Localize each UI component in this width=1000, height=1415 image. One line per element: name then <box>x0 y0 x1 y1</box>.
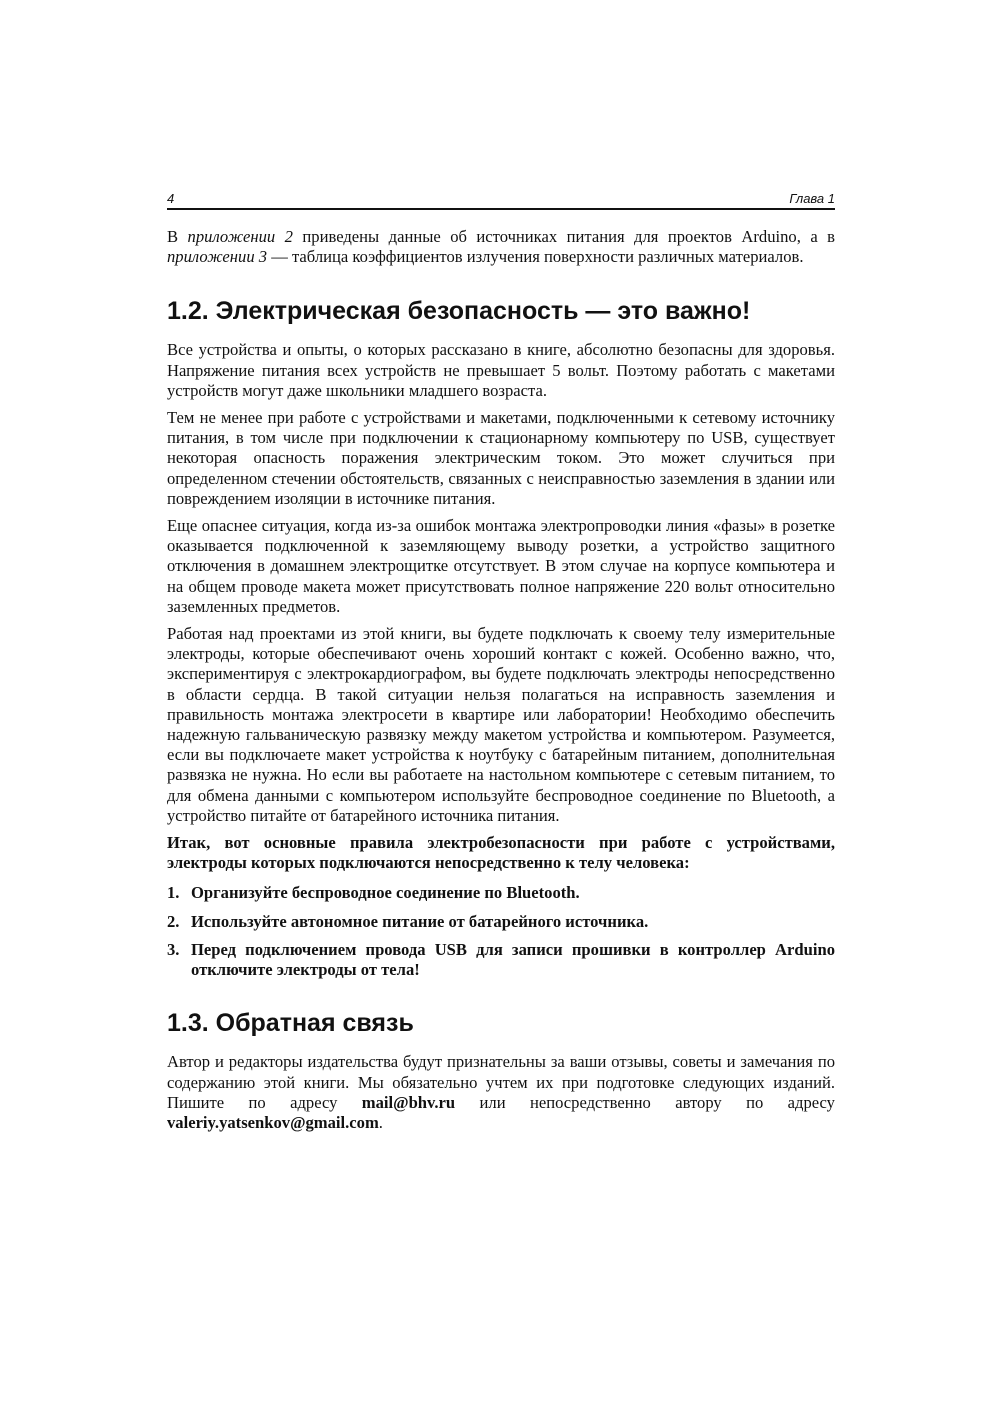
rules-intro: Итак, вот основные правила электробезопасности при работе с устройствами, электроды которых подключаются непосредственно к телу человека: <box>167 833 835 873</box>
section-heading-feedback: 1.3. Обратная связь <box>167 1009 414 1038</box>
list-item <box>167 940 835 980</box>
list-item-text: Организуйте беспроводное соединение по Bluetooth. <box>191 883 580 903</box>
list-item <box>167 883 835 903</box>
intro-text-1: В <box>167 227 188 246</box>
author-email: valeriy.yatsenkov@gmail.com <box>167 1112 379 1132</box>
running-head <box>167 188 835 210</box>
list-item-number: 2. <box>167 911 180 931</box>
safety-rules-list <box>167 883 835 980</box>
list-item-number: 3. <box>167 939 180 959</box>
appendix-3-reference: приложении 3 <box>167 247 268 267</box>
feedback-text-2: или непосредственно автору по адресу <box>455 1092 835 1112</box>
list-item-number: 1. <box>167 883 180 903</box>
publisher-email: mail@bhv.ru <box>361 1092 456 1112</box>
list-item-text: Перед подключением провода USB для записи прошивки в контроллер Arduino отключите электроды от тела! <box>191 939 835 980</box>
intro-paragraph <box>167 227 835 267</box>
book-page <box>167 188 835 1133</box>
page-number: 4 <box>167 191 175 206</box>
safety-paragraph-3: Еще опаснее ситуация, когда из-за ошибок монтажа электропроводки линия «фазы» в розетке оказывается подключенной к заземляющему выводу розетки, а устройство защитного отключения в домашнем электрощитке отсутствует. В этом случае на корпусе компьютера и на общем проводе макета может присутствовать полное напряжение 220 вольт относительно заземленных предметов. <box>167 516 835 616</box>
feedback-paragraph <box>167 1052 835 1133</box>
feedback-text-1: Автор и редакторы издательства будут признательны за ваши отзывы, советы и замечания по содержанию этой книги. Мы обязательно учтем их при подготовке следующих изданий. Пишите по адресу <box>167 1052 835 1112</box>
intro-text-2: приведены данные об источниках питания для проектов Arduino, а в <box>292 227 835 246</box>
safety-paragraph-1: Все устройства и опыты, о которых рассказано в книге, абсолютно безопасны для здоровья. Напряжение питания всех устройств не превышает 5 вольт. Поэтому работать с макетами устройств могут даже школьники младшего возраста. <box>167 340 835 400</box>
safety-paragraph-2: Тем не менее при работе с устройствами и макетами, подключенными к сетевому источнику питания, в том числе при подключении к стационарному компьютеру по USB, существует некоторая опасность поражения электрическим током. Это может случиться при определенном стечении обстоятельств, связанных с неисправностью заземления в здании или повреждением изоляции в источнике питания. <box>167 408 835 508</box>
section-heading-safety: 1.2. Электрическая безопасность — это важно! <box>167 297 751 326</box>
safety-paragraph-4: Работая над проектами из этой книги, вы будете подключать к своему телу измерительные электроды, которые обеспечивают очень хороший контакт с кожей. Особенно важно, что, экспериментируя с электрокардиографом, вы будете подключать электроды непосредственно в области сердца. В такой ситуации нельзя полагаться на исправность заземления и правильность монтажа электросети в квартире или лаборатории! Необходимо обеспечить надежную гальваническую развязку между макетом устройства и компьютером. Разумеется, если вы подключаете макет устройства к ноутбуку с батарейным питанием, дополнительная развязка не нужна. Но если вы работаете на настольном компьютере с сетевым питанием, то для обмена данными с компьютером используйте беспроводное соединение по Bluetooth, а устройство питайте от батарейного источника питания. <box>167 624 835 825</box>
feedback-text-3: . <box>378 1112 383 1132</box>
appendix-2-reference: приложении 2 <box>187 227 293 246</box>
list-item <box>167 912 835 932</box>
list-item-text: Используйте автономное питание от батарейного источника. <box>191 911 649 931</box>
intro-text-3: — таблица коэффициентов излучения поверхности различных материалов. <box>267 247 804 267</box>
chapter-label: Глава 1 <box>789 191 835 206</box>
